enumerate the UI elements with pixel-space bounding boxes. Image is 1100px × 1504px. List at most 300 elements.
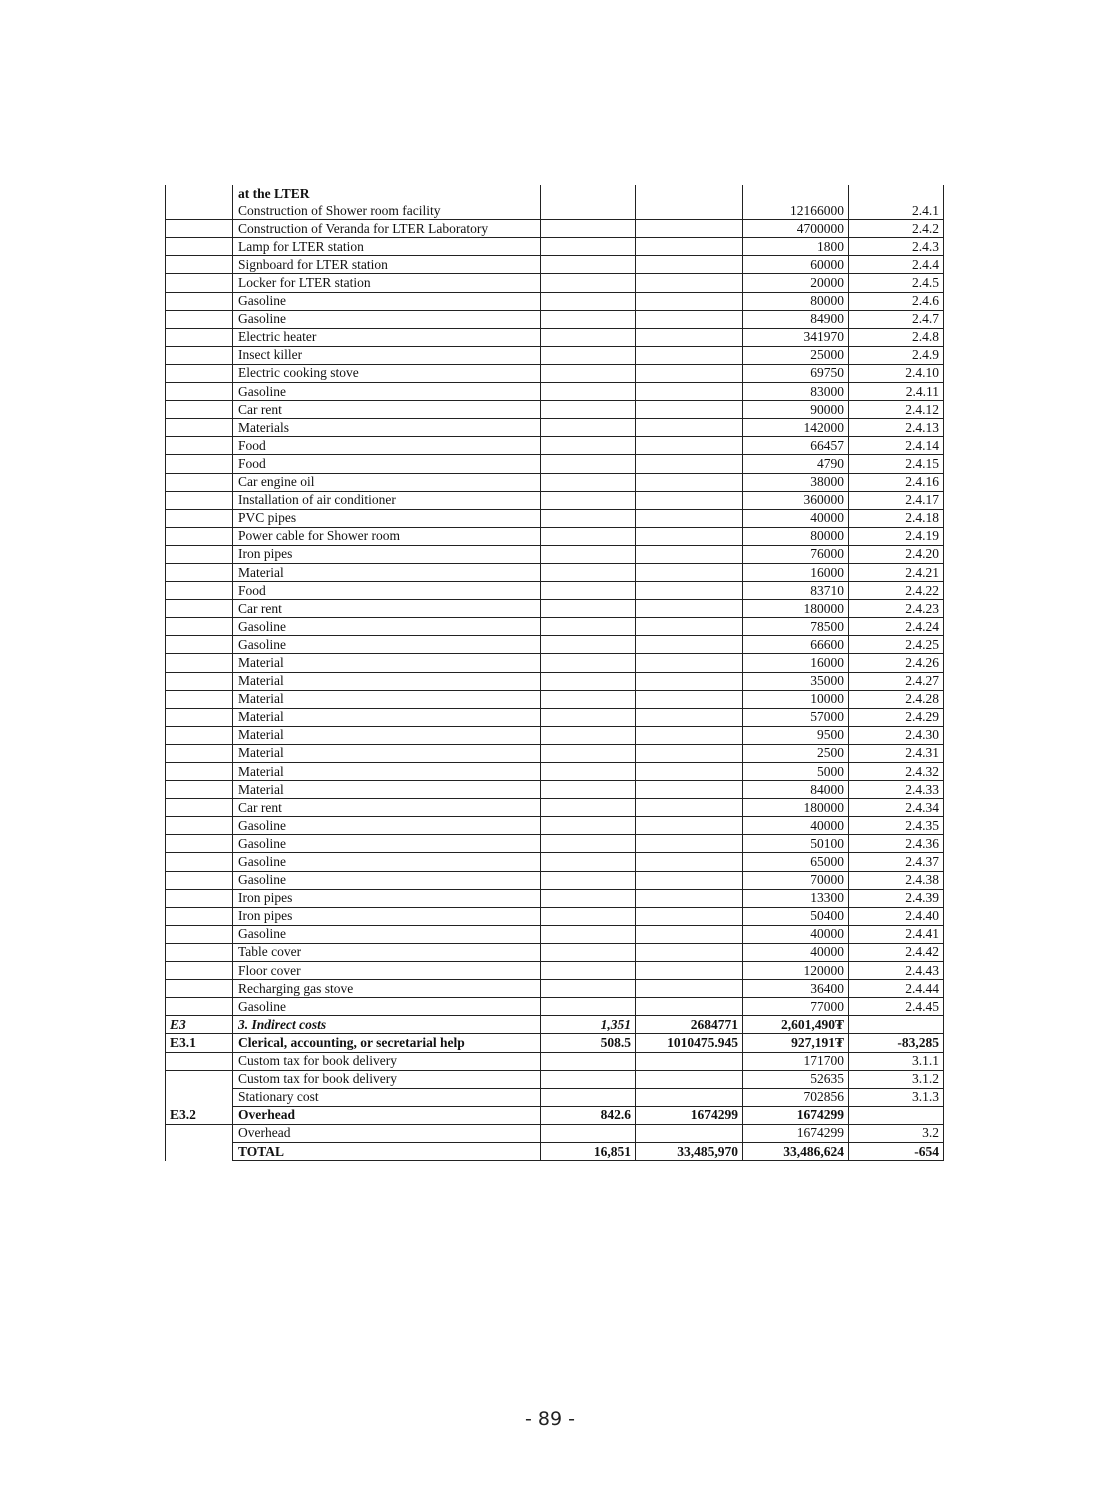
row-item-cell: Electric cooking stove xyxy=(233,364,541,382)
row-budget-cell xyxy=(636,708,743,726)
row-spent-cell: 4700000 xyxy=(743,220,849,238)
row-ref-cell: 2.4.9 xyxy=(849,346,944,364)
row-code-cell xyxy=(166,509,233,527)
row-units-cell xyxy=(541,1124,636,1142)
row-item-cell: Recharging gas stove xyxy=(233,980,541,998)
row-budget-cell xyxy=(636,256,743,274)
row-units-cell xyxy=(541,889,636,907)
row-units-cell xyxy=(541,256,636,274)
row-ref-cell: 2.4.36 xyxy=(849,835,944,853)
row-item-cell: at the LTER xyxy=(233,185,541,202)
row-item-cell: Electric heater xyxy=(233,328,541,346)
row-spent-cell: 84900 xyxy=(743,310,849,328)
row-item-cell: Gasoline xyxy=(233,636,541,654)
table-row xyxy=(166,690,944,708)
table-row xyxy=(166,310,944,328)
row-budget-cell xyxy=(636,419,743,437)
row-code-cell xyxy=(166,401,233,419)
row-ref-cell: 2.4.16 xyxy=(849,473,944,491)
table-row xyxy=(166,256,944,274)
table-row xyxy=(166,220,944,238)
row-code-cell xyxy=(166,527,233,545)
table-row xyxy=(166,1142,944,1160)
row-code-cell xyxy=(166,943,233,961)
row-spent-cell: 180000 xyxy=(743,799,849,817)
row-budget-cell xyxy=(636,925,743,943)
row-ref-cell: 2.4.4 xyxy=(849,256,944,274)
row-budget-cell xyxy=(636,401,743,419)
table-row xyxy=(166,943,944,961)
row-units-cell xyxy=(541,545,636,563)
row-item-cell: Iron pipes xyxy=(233,889,541,907)
row-spent-cell: 702856 xyxy=(743,1088,849,1106)
row-ref-cell xyxy=(849,185,944,202)
row-code-cell xyxy=(166,1088,233,1106)
row-code-cell xyxy=(166,364,233,382)
row-ref-cell: 2.4.40 xyxy=(849,907,944,925)
row-units-cell xyxy=(541,509,636,527)
row-spent-cell: 25000 xyxy=(743,346,849,364)
row-code-cell xyxy=(166,1070,233,1088)
row-units-cell xyxy=(541,690,636,708)
row-budget-cell xyxy=(636,907,743,925)
row-budget-cell xyxy=(636,364,743,382)
row-spent-cell: 80000 xyxy=(743,527,849,545)
row-spent-cell: 341970 xyxy=(743,328,849,346)
row-ref-cell: 2.4.11 xyxy=(849,383,944,401)
row-ref-cell: 2.4.31 xyxy=(849,744,944,762)
row-units-cell xyxy=(541,763,636,781)
table-row xyxy=(166,654,944,672)
row-item-cell: Gasoline xyxy=(233,383,541,401)
row-item-cell: Overhead xyxy=(233,1124,541,1142)
row-units-cell xyxy=(541,998,636,1016)
row-spent-cell: 84000 xyxy=(743,781,849,799)
table-row xyxy=(166,473,944,491)
row-budget-cell xyxy=(636,672,743,690)
row-budget-cell xyxy=(636,582,743,600)
row-ref-cell: 2.4.27 xyxy=(849,672,944,690)
row-ref-cell: 2.4.8 xyxy=(849,328,944,346)
row-code-cell xyxy=(166,835,233,853)
row-code-cell xyxy=(166,491,233,509)
table-row xyxy=(166,401,944,419)
row-spent-cell: 142000 xyxy=(743,419,849,437)
table-row xyxy=(166,1052,944,1070)
row-spent-cell: 50400 xyxy=(743,907,849,925)
row-budget-cell xyxy=(636,1088,743,1106)
row-spent-cell: 38000 xyxy=(743,473,849,491)
row-spent-cell: 120000 xyxy=(743,962,849,980)
row-spent-cell: 2500 xyxy=(743,744,849,762)
row-units-cell xyxy=(541,582,636,600)
row-units-cell xyxy=(541,383,636,401)
row-code-cell xyxy=(166,654,233,672)
row-spent-cell: 40000 xyxy=(743,509,849,527)
row-units-cell xyxy=(541,419,636,437)
row-code-cell xyxy=(166,744,233,762)
row-code-cell xyxy=(166,1124,233,1142)
row-budget-cell xyxy=(636,310,743,328)
row-code-cell xyxy=(166,889,233,907)
row-ref-cell: 2.4.14 xyxy=(849,437,944,455)
row-ref-cell: 2.4.18 xyxy=(849,509,944,527)
row-budget-cell xyxy=(636,690,743,708)
row-ref-cell: 2.4.3 xyxy=(849,238,944,256)
row-spent-cell: 50100 xyxy=(743,835,849,853)
table-row xyxy=(166,998,944,1016)
table-row xyxy=(166,925,944,943)
row-ref-cell: 2.4.15 xyxy=(849,455,944,473)
row-ref-cell: 2.4.13 xyxy=(849,419,944,437)
row-code-cell xyxy=(166,618,233,636)
row-item-cell: Gasoline xyxy=(233,835,541,853)
table-row xyxy=(166,618,944,636)
row-code-cell: E3 xyxy=(166,1016,233,1034)
row-code-cell xyxy=(166,582,233,600)
row-code-cell xyxy=(166,962,233,980)
row-units-cell xyxy=(541,310,636,328)
row-budget-cell xyxy=(636,726,743,744)
row-units-cell xyxy=(541,328,636,346)
row-units-cell xyxy=(541,654,636,672)
row-item-cell: Floor cover xyxy=(233,962,541,980)
row-units-cell: 1,351 xyxy=(541,1016,636,1034)
row-budget-cell xyxy=(636,763,743,781)
row-units-cell xyxy=(541,943,636,961)
row-budget-cell xyxy=(636,455,743,473)
row-item-cell: Material xyxy=(233,763,541,781)
row-code-cell xyxy=(166,925,233,943)
row-budget-cell xyxy=(636,328,743,346)
row-units-cell xyxy=(541,346,636,364)
table-row xyxy=(166,563,944,581)
row-ref-cell: 2.4.21 xyxy=(849,563,944,581)
row-spent-cell: 60000 xyxy=(743,256,849,274)
row-budget-cell xyxy=(636,1052,743,1070)
table-row xyxy=(166,185,944,202)
row-units-cell xyxy=(541,907,636,925)
table-row xyxy=(166,1034,944,1052)
row-ref-cell: -83,285 xyxy=(849,1034,944,1052)
table-row xyxy=(166,238,944,256)
table-row xyxy=(166,545,944,563)
row-item-cell: Materials xyxy=(233,419,541,437)
row-item-cell: Lamp for LTER station xyxy=(233,238,541,256)
row-item-cell: Gasoline xyxy=(233,853,541,871)
row-ref-cell: 3.1.3 xyxy=(849,1088,944,1106)
row-code-cell xyxy=(166,853,233,871)
row-units-cell xyxy=(541,238,636,256)
row-code-cell xyxy=(166,980,233,998)
row-item-cell: Material xyxy=(233,744,541,762)
row-ref-cell: 2.4.6 xyxy=(849,292,944,310)
row-budget-cell xyxy=(636,853,743,871)
table-row xyxy=(166,835,944,853)
row-units-cell xyxy=(541,563,636,581)
row-units-cell xyxy=(541,781,636,799)
row-code-cell xyxy=(166,1142,233,1160)
row-code-cell xyxy=(166,238,233,256)
row-budget-cell xyxy=(636,781,743,799)
row-item-cell: Signboard for LTER station xyxy=(233,256,541,274)
row-code-cell xyxy=(166,600,233,618)
row-spent-cell: 83710 xyxy=(743,582,849,600)
row-budget-cell xyxy=(636,185,743,202)
row-spent-cell: 57000 xyxy=(743,708,849,726)
row-units-cell: 508.5 xyxy=(541,1034,636,1052)
row-code-cell xyxy=(166,672,233,690)
row-units-cell xyxy=(541,401,636,419)
table-row xyxy=(166,437,944,455)
table-row xyxy=(166,202,944,220)
row-spent-cell: 78500 xyxy=(743,618,849,636)
row-item-cell: Gasoline xyxy=(233,817,541,835)
row-spent-cell: 36400 xyxy=(743,980,849,998)
row-ref-cell: 2.4.38 xyxy=(849,871,944,889)
row-code-cell xyxy=(166,274,233,292)
row-item-cell: Car rent xyxy=(233,799,541,817)
row-units-cell xyxy=(541,202,636,220)
row-item-cell: Iron pipes xyxy=(233,545,541,563)
row-ref-cell: 2.4.5 xyxy=(849,274,944,292)
row-code-cell xyxy=(166,383,233,401)
row-budget-cell xyxy=(636,600,743,618)
row-units-cell xyxy=(541,853,636,871)
row-code-cell xyxy=(166,636,233,654)
row-units-cell xyxy=(541,980,636,998)
row-code-cell xyxy=(166,419,233,437)
row-spent-cell: 33,486,624 xyxy=(743,1142,849,1160)
row-spent-cell: 70000 xyxy=(743,871,849,889)
row-budget-cell xyxy=(636,527,743,545)
row-spent-cell: 69750 xyxy=(743,364,849,382)
row-item-cell: Material xyxy=(233,781,541,799)
row-item-cell: Gasoline xyxy=(233,292,541,310)
row-budget-cell xyxy=(636,871,743,889)
row-spent-cell: 83000 xyxy=(743,383,849,401)
table-row xyxy=(166,1088,944,1106)
row-ref-cell: 2.4.7 xyxy=(849,310,944,328)
row-units-cell xyxy=(541,744,636,762)
row-units-cell: 842.6 xyxy=(541,1106,636,1124)
row-budget-cell xyxy=(636,1070,743,1088)
row-units-cell xyxy=(541,799,636,817)
row-spent-cell: 1674299 xyxy=(743,1124,849,1142)
row-budget-cell: 33,485,970 xyxy=(636,1142,743,1160)
row-spent-cell: 9500 xyxy=(743,726,849,744)
table-row xyxy=(166,853,944,871)
row-code-cell xyxy=(166,310,233,328)
row-units-cell xyxy=(541,871,636,889)
row-item-cell: Material xyxy=(233,726,541,744)
table-row xyxy=(166,383,944,401)
table-row xyxy=(166,763,944,781)
row-ref-cell: 3.2 xyxy=(849,1124,944,1142)
row-ref-cell: 2.4.1 xyxy=(849,202,944,220)
row-units-cell xyxy=(541,185,636,202)
row-item-cell: Material xyxy=(233,672,541,690)
row-spent-cell: 13300 xyxy=(743,889,849,907)
budget-table-body xyxy=(166,185,944,1161)
row-units-cell xyxy=(541,835,636,853)
row-budget-cell xyxy=(636,744,743,762)
row-budget-cell xyxy=(636,817,743,835)
row-budget-cell xyxy=(636,636,743,654)
table-row xyxy=(166,274,944,292)
row-units-cell xyxy=(541,455,636,473)
row-budget-cell xyxy=(636,473,743,491)
table-row xyxy=(166,799,944,817)
row-code-cell: E3.2 xyxy=(166,1106,233,1124)
row-units-cell xyxy=(541,618,636,636)
row-ref-cell: 2.4.26 xyxy=(849,654,944,672)
row-spent-cell: 20000 xyxy=(743,274,849,292)
row-item-cell: Installation of air conditioner xyxy=(233,491,541,509)
row-item-cell: Custom tax for book delivery xyxy=(233,1052,541,1070)
row-budget-cell xyxy=(636,563,743,581)
table-row xyxy=(166,346,944,364)
row-ref-cell: 2.4.45 xyxy=(849,998,944,1016)
row-ref-cell: 2.4.41 xyxy=(849,925,944,943)
row-item-cell: Food xyxy=(233,455,541,473)
row-units-cell: 16,851 xyxy=(541,1142,636,1160)
row-item-cell: Overhead xyxy=(233,1106,541,1124)
row-ref-cell: 2.4.20 xyxy=(849,545,944,563)
row-ref-cell: 2.4.10 xyxy=(849,364,944,382)
row-item-cell: PVC pipes xyxy=(233,509,541,527)
row-code-cell xyxy=(166,781,233,799)
table-row xyxy=(166,817,944,835)
row-code-cell xyxy=(166,690,233,708)
row-budget-cell xyxy=(636,274,743,292)
row-item-cell: Table cover xyxy=(233,943,541,961)
row-item-cell: Iron pipes xyxy=(233,907,541,925)
row-budget-cell xyxy=(636,618,743,636)
page-number: - 89 - xyxy=(525,1408,575,1430)
row-budget-cell xyxy=(636,962,743,980)
row-item-cell: Gasoline xyxy=(233,998,541,1016)
row-budget-cell xyxy=(636,292,743,310)
row-code-cell xyxy=(166,763,233,781)
row-item-cell: Custom tax for book delivery xyxy=(233,1070,541,1088)
table-row xyxy=(166,582,944,600)
row-spent-cell: 77000 xyxy=(743,998,849,1016)
row-item-cell: Food xyxy=(233,437,541,455)
row-spent-cell: 66600 xyxy=(743,636,849,654)
row-code-cell xyxy=(166,817,233,835)
row-item-cell: Car rent xyxy=(233,600,541,618)
row-spent-cell: 180000 xyxy=(743,600,849,618)
row-ref-cell: -654 xyxy=(849,1142,944,1160)
row-code-cell xyxy=(166,346,233,364)
table-row xyxy=(166,1016,944,1034)
row-budget-cell xyxy=(636,383,743,401)
row-item-cell: Material xyxy=(233,708,541,726)
row-spent-cell: 12166000 xyxy=(743,202,849,220)
row-units-cell xyxy=(541,925,636,943)
table-row xyxy=(166,907,944,925)
table-row xyxy=(166,889,944,907)
row-spent-cell: 65000 xyxy=(743,853,849,871)
table-row xyxy=(166,744,944,762)
table-row xyxy=(166,364,944,382)
row-code-cell xyxy=(166,545,233,563)
row-spent-cell: 360000 xyxy=(743,491,849,509)
row-ref-cell: 2.4.30 xyxy=(849,726,944,744)
table-row xyxy=(166,509,944,527)
row-budget-cell xyxy=(636,889,743,907)
row-spent-cell: 52635 xyxy=(743,1070,849,1088)
row-budget-cell xyxy=(636,998,743,1016)
row-budget-cell xyxy=(636,835,743,853)
row-code-cell xyxy=(166,473,233,491)
row-budget-cell xyxy=(636,437,743,455)
row-spent-cell: 1800 xyxy=(743,238,849,256)
table-row xyxy=(166,1106,944,1124)
table-row xyxy=(166,871,944,889)
table-row xyxy=(166,636,944,654)
row-ref-cell xyxy=(849,1016,944,1034)
row-item-cell: Stationary cost xyxy=(233,1088,541,1106)
table-row xyxy=(166,600,944,618)
row-ref-cell: 2.4.28 xyxy=(849,690,944,708)
row-budget-cell xyxy=(636,220,743,238)
row-spent-cell: 40000 xyxy=(743,943,849,961)
row-item-cell: Gasoline xyxy=(233,871,541,889)
row-units-cell xyxy=(541,491,636,509)
row-budget-cell xyxy=(636,202,743,220)
row-item-cell: Car rent xyxy=(233,401,541,419)
row-units-cell xyxy=(541,726,636,744)
row-ref-cell: 2.4.25 xyxy=(849,636,944,654)
row-budget-cell xyxy=(636,980,743,998)
row-budget-cell xyxy=(636,654,743,672)
row-item-cell: Gasoline xyxy=(233,925,541,943)
row-code-cell xyxy=(166,998,233,1016)
row-units-cell xyxy=(541,527,636,545)
row-spent-cell: 10000 xyxy=(743,690,849,708)
row-code-cell xyxy=(166,437,233,455)
row-budget-cell: 1010475.945 xyxy=(636,1034,743,1052)
row-spent-cell xyxy=(743,185,849,202)
row-units-cell xyxy=(541,274,636,292)
row-item-cell: Construction of Veranda for LTER Laboratory xyxy=(233,220,541,238)
row-code-cell: E3.1 xyxy=(166,1034,233,1052)
row-ref-cell: 2.4.33 xyxy=(849,781,944,799)
row-spent-cell: 16000 xyxy=(743,563,849,581)
table-row xyxy=(166,419,944,437)
row-item-cell: Gasoline xyxy=(233,310,541,328)
row-code-cell xyxy=(166,563,233,581)
row-units-cell xyxy=(541,1070,636,1088)
row-ref-cell: 2.4.2 xyxy=(849,220,944,238)
row-budget-cell xyxy=(636,799,743,817)
row-spent-cell: 40000 xyxy=(743,925,849,943)
row-spent-cell: 171700 xyxy=(743,1052,849,1070)
row-ref-cell: 2.4.43 xyxy=(849,962,944,980)
table-row xyxy=(166,292,944,310)
row-units-cell xyxy=(541,636,636,654)
row-item-cell: TOTAL xyxy=(233,1142,541,1160)
row-spent-cell: 90000 xyxy=(743,401,849,419)
row-code-cell xyxy=(166,455,233,473)
row-code-cell xyxy=(166,726,233,744)
row-code-cell xyxy=(166,292,233,310)
row-code-cell xyxy=(166,1052,233,1070)
row-ref-cell: 2.4.19 xyxy=(849,527,944,545)
row-ref-cell: 2.4.35 xyxy=(849,817,944,835)
